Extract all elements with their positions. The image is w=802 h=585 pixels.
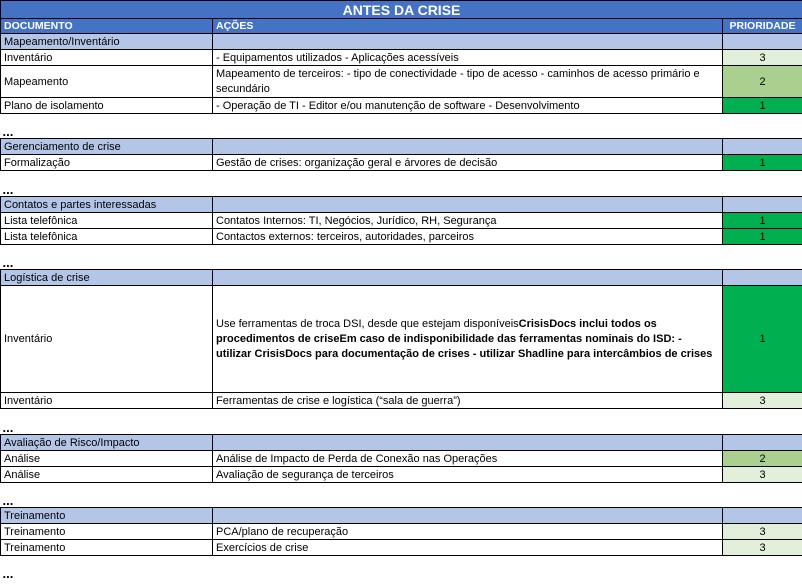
ellipsis-row: ... [1,556,213,580]
column-header-acoes: AÇÕES [213,19,723,34]
section-row [1,34,802,50]
ellipsis-row: ... [1,409,213,435]
doc-cell: Formalização [1,155,213,171]
priority-cell: 3 [723,393,802,409]
action-cell: PCA/plano de recuperação [213,524,723,540]
section-name: Gerenciamento de crise [1,139,213,155]
doc-cell: Lista telefônica [1,229,213,245]
table-row [1,66,802,98]
table-row [1,155,802,171]
section-name: Avaliação de Risco/Impacto [1,435,213,451]
table-row [1,524,802,540]
ellipsis-row: ... [1,483,213,508]
column-header-documento: DOCUMENTO [1,19,213,34]
doc-cell: Treinamento [1,540,213,556]
section-name: Logística de crise [1,270,213,286]
doc-cell: Lista telefônica [1,213,213,229]
table-row [1,393,802,409]
table-title: ANTES DA CRISE [1,1,802,19]
section-row [1,139,802,155]
priority-cell: 3 [723,467,802,483]
section-name: Treinamento [1,508,213,524]
action-cell: Exercícios de crise [213,540,723,556]
ellipsis-row: ... [1,171,213,197]
doc-cell: Treinamento [1,524,213,540]
action-cell: - Equipamentos utilizados - Aplicações acessíveis [213,50,723,66]
table-row [1,229,802,245]
doc-cell: Inventário [1,50,213,66]
action-cell: Avaliação de segurança de terceiros [213,467,723,483]
table-row [1,540,802,556]
priority-cell: 1 [723,155,802,171]
priority-cell: 1 [723,98,802,114]
doc-cell: Inventário [1,393,213,409]
doc-cell: Inventário [1,286,213,393]
priority-cell: 3 [723,50,802,66]
column-header-prioridade: PRIORIDADE [723,19,802,34]
action-cell: Mapeamento de terceiros: - tipo de conectividade - tipo de acesso - caminhos de acesso primário e secundário [213,66,723,98]
priority-cell: 3 [723,524,802,540]
section-row [1,270,802,286]
ellipsis-row: ... [1,245,213,270]
action-cell: Ferramentas de crise e logística (“sala de guerra”) [213,393,723,409]
doc-cell: Plano de isolamento [1,98,213,114]
doc-cell: Mapeamento [1,66,213,98]
table-row [1,98,802,114]
table-row [1,213,802,229]
section-row [1,435,802,451]
priority-cell: 2 [723,451,802,467]
section-row [1,508,802,524]
priority-cell: 1 [723,286,802,393]
action-cell: Contatos Internos: TI, Negócios, Jurídico, RH, Segurança [213,213,723,229]
section-name: Contatos e partes interessadas [1,197,213,213]
action-cell: Gestão de crises: organização geral e árvores de decisão [213,155,723,171]
doc-cell: Análise [1,451,213,467]
action-text-plain: Use ferramentas de troca DSI, desde que estejam disponíveis [216,317,519,330]
action-cell [213,286,723,393]
priority-cell: 1 [723,213,802,229]
action-text-bold: CrisisDocs inclui todos os procedimentos de criseEm caso de indisponibilidade das ferramentas nominais do ISD: - utilizar CrisisDocs para documentação de crises - utilizar Shadline para intercâmbios de crises [216,317,713,360]
section-name: Mapeamento/Inventário [1,34,213,50]
doc-cell: Análise [1,467,213,483]
priority-cell: 3 [723,540,802,556]
table-row [1,467,802,483]
table-row [1,286,802,393]
priority-cell: 2 [723,66,802,98]
action-cell: Análise de Impacto de Perda de Conexão nas Operações [213,451,723,467]
ellipsis-row: ... [1,114,213,139]
table-row [1,451,802,467]
table-row [1,50,802,66]
action-cell: Contactos externos: terceiros, autoridades, parceiros [213,229,723,245]
priority-cell: 1 [723,229,802,245]
section-row [1,197,802,213]
action-cell: - Operação de TI - Editor e/ou manutenção de software - Desenvolvimento [213,98,723,114]
